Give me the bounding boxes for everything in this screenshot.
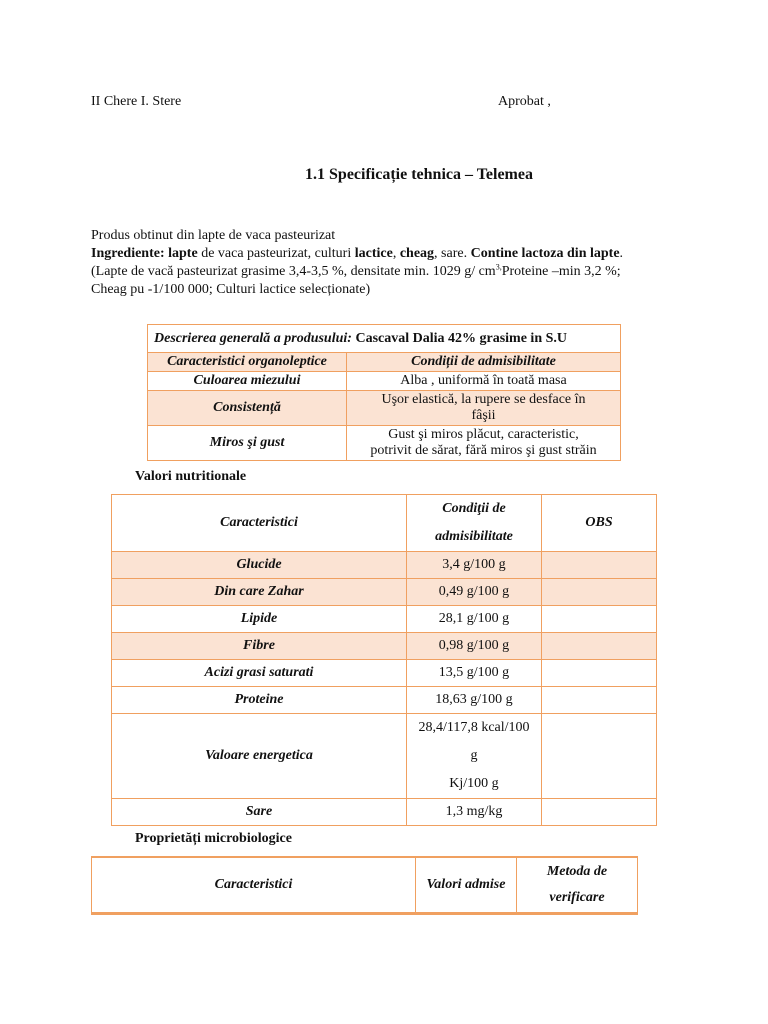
table-row [112, 606, 657, 633]
row-obs [542, 552, 657, 579]
row-value: 13,5 g/100 g [407, 660, 542, 687]
row-value: 0,98 g/100 g [407, 633, 542, 660]
micro-section-label: Proprietăți microbiologice [135, 831, 292, 846]
row-value: 1,3 mg/kg [407, 799, 542, 826]
row-obs [542, 579, 657, 606]
col-header-characteristics: Caracteristici [92, 857, 416, 914]
row-obs [542, 687, 657, 714]
intro-ingredients: Ingrediente: lapte de vaca pasteurizat, culturi lactice, cheag, sare. Contine lactoza din lapte. [91, 246, 624, 261]
table-row [112, 714, 657, 799]
col-header-obs: OBS [542, 495, 657, 552]
row-obs [542, 606, 657, 633]
row-value: 18,63 g/100 g [407, 687, 542, 714]
microbiology-table [91, 856, 638, 915]
intro-line-4: Cheag pu -1/100 000; Culturi lactice selecționate) [91, 282, 371, 297]
nutrition-section-label: Valori nutritionale [135, 469, 247, 484]
row-name: Fibre [112, 633, 407, 660]
nutrition-table [111, 494, 657, 826]
table-row [112, 633, 657, 660]
row-name: Valoare energetica [112, 714, 407, 799]
col-header-allowed-values: Valori admise [416, 857, 517, 914]
col-header-admissibility: Condiții de admisibilitate [347, 353, 621, 372]
row-obs [542, 633, 657, 660]
row-value: Uşor elastică, la rupere se desface în fâşii [347, 391, 621, 426]
row-value: Gust şi miros plăcut, caracteristic, potrivit de sărat, fără miros şi gust străin [347, 426, 621, 461]
approval-label: Aprobat , [498, 94, 551, 109]
intro-line-3: (Lapte de vacă pasteurizat grasime 3,4-3,5 %, densitate min. 1029 g/ $cm^{3,}Proteine$ –min 3,2 %; [91, 262, 621, 279]
row-obs [542, 714, 657, 799]
product-intro [91, 227, 691, 299]
row-name: Consistență [148, 391, 347, 426]
row-obs [542, 799, 657, 826]
col-header-admissibility: Condiţii de admisibilitate [407, 495, 542, 552]
row-value: Alba , uniformă în toată masa [347, 372, 621, 391]
table-row [112, 579, 657, 606]
table-row [112, 687, 657, 714]
row-value: 28,1 g/100 g [407, 606, 542, 633]
author-name: II Chere I. Stere [91, 94, 182, 109]
col-header-verification-method: Metoda de verificare [517, 857, 638, 914]
page-title: 1.1 Specificație tehnica – Telemea [305, 166, 533, 183]
col-header-characteristics: Caracteristici [112, 495, 407, 552]
row-value: 28,4/117,8 kcal/100 g Kj/100 g [407, 714, 542, 799]
table-row [112, 660, 657, 687]
general-description-table [147, 324, 621, 461]
row-name: Miros şi gust [148, 426, 347, 461]
row-obs [542, 660, 657, 687]
row-name: Din care Zahar [112, 579, 407, 606]
table-row [112, 799, 657, 826]
row-value: 3,4 g/100 g [407, 552, 542, 579]
row-name: Lipide [112, 606, 407, 633]
table-row [112, 552, 657, 579]
row-name: Acizi grasi saturati [112, 660, 407, 687]
intro-line-1: Produs obtinut din lapte de vaca pasteurizat [91, 228, 336, 243]
row-name: Sare [112, 799, 407, 826]
general-description-cell: Descrierea generală a produsului: Cascaval Dalia 42% grasime in S.U [148, 325, 621, 353]
row-name: Proteine [112, 687, 407, 714]
row-name: Culoarea miezului [148, 372, 347, 391]
row-name: Glucide [112, 552, 407, 579]
col-header-organoleptic: Caracteristici organoleptice [148, 353, 347, 372]
row-value: 0,49 g/100 g [407, 579, 542, 606]
